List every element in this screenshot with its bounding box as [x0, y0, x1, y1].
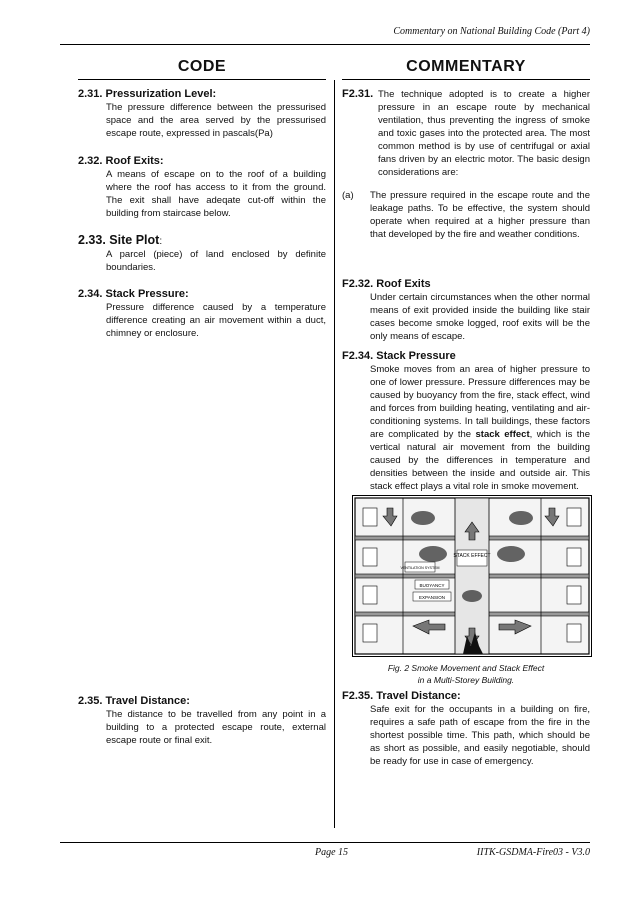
section-heading: 2.34. Stack Pressure:	[78, 288, 189, 300]
section-body: The distance to be travelled from any point in a building to a protected escape route, external escape route or final exit.	[106, 709, 326, 746]
label-stack-effect: STACK EFFECT	[453, 553, 491, 559]
section-body: Under certain circumstances when the other normal means of exit provided inside the building like stair cases become smoke logged, roof exits will be the only means of escape.	[370, 292, 590, 342]
section-heading: 2.35. Travel Distance:	[78, 695, 190, 707]
code-section-2-32	[78, 155, 326, 220]
commentary-column-title: COMMENTARY	[406, 58, 526, 75]
figure-caption: Fig. 2 Smoke Movement and Stack Effect in a Multi-Storey Building.	[387, 663, 545, 685]
section-heading: F2.32. Roof Exits	[342, 278, 431, 290]
code-title-rule	[78, 79, 326, 80]
footer-rule	[60, 842, 590, 843]
commentary-section-f2-31	[342, 88, 590, 241]
document-id: IITK-GSDMA-Fire03 - V3.0	[476, 847, 590, 858]
section-body: The pressure difference between the pressurised space and the area served by the pressurised escape route, expressed in pascals(Pa)	[106, 102, 326, 139]
code-column-title: CODE	[177, 58, 227, 75]
page-number: Page 15	[315, 847, 349, 858]
commentary-section-f2-32	[342, 278, 590, 343]
section-body: Safe exit for the occupants in a building on fire, requires a safe path of escape from the fire in the shortest possible time. This path, which should be as short as possible, and easily negotiable, should be ready for use in case of emergency.	[370, 704, 590, 767]
section-heading: 2.31. Pressurization Level:	[78, 88, 217, 100]
label-buoyancy: BUOYANCY	[419, 583, 445, 588]
header-rule	[60, 44, 590, 45]
section-body: Pressure difference caused by a temperature difference creating an air movement within a duct, chimney or enclosure.	[106, 302, 326, 339]
commentary-section-f2-35	[342, 690, 590, 768]
section-heading: F2.35. Travel Distance:	[342, 690, 461, 702]
commentary-section-f2-34	[342, 350, 590, 493]
section-heading: F2.34. Stack Pressure	[342, 350, 456, 362]
section-heading: 2.33. Site Plot:	[78, 233, 163, 247]
running-header: Commentary on National Building Code (Part 4)	[393, 26, 590, 37]
section-heading: 2.32. Roof Exits:	[78, 155, 164, 167]
label-expansion: EXPANSION	[419, 595, 445, 600]
label-ventilation-system: VENTILATION SYSTEM	[400, 566, 440, 570]
building-section-drawing	[353, 496, 591, 656]
code-section-2-33	[78, 234, 326, 274]
commentary-title-rule	[342, 79, 590, 80]
code-section-2-34	[78, 288, 326, 340]
code-section-2-35	[78, 695, 326, 747]
section-body: A parcel (piece) of land enclosed by definite boundaries.	[106, 249, 326, 273]
subclause-a: (a) The pressure required in the escape route and the leakage paths. To be effective, the system should operate when required at a higher pressure than that developed by the fire and weather conditions.	[342, 190, 590, 240]
section-body: Smoke moves from an area of higher pressure to one of lower pressure. Pressure differences may be caused by buoyancy from the fire, stack effect, wind and forces from building heating, ventilating and air-conditioning systems. In tall buildings, these factors are complicated by the stack effect, which is the vertical natural air movement from the building caused by the differences in temperature and densities between the inside and outside air. This stack effect plays a vital role in smoke movement.	[370, 364, 590, 492]
code-section-2-31	[78, 88, 326, 140]
section-lead: F2.31. The technique adopted is to create a higher pressure in an escape route by mechanical ventilation, thus preventing the ingress of smoke and toxic gases into the protected area. The most common method is by use of centrifugal or axial fans driven by an electric motor. The basic design considerations are:	[342, 88, 590, 178]
section-body: A means of escape on to the roof of a building where the roof has access to it from the ground. The exit shall have adeqate cut-off within the building from staircase below.	[106, 169, 326, 219]
smoke-movement-figure	[352, 495, 592, 657]
column-divider	[334, 80, 335, 828]
